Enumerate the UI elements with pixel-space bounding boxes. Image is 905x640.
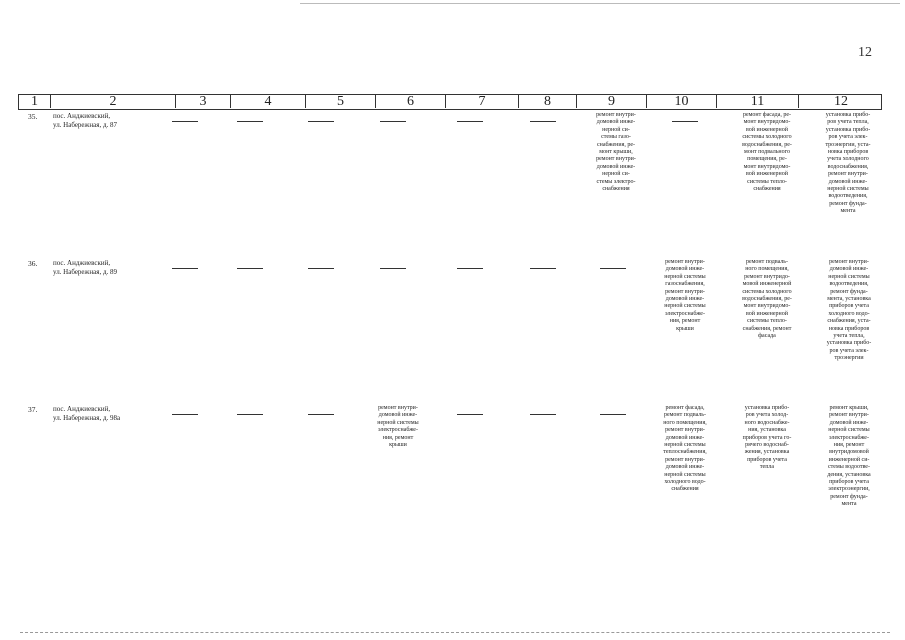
- table-header-row: [18, 94, 882, 110]
- header-col-6: 6: [376, 95, 446, 108]
- dash-col-7: [457, 268, 483, 269]
- dash-col-5: [308, 268, 334, 269]
- header-col-11: 11: [717, 95, 799, 108]
- header-col-1: 1: [19, 95, 51, 108]
- cell-col-10: ремонт фасада, ремонт подваль- ного помещения, ремонт внутри- домовой инже- нерной системы теплоснабжения, ремонт внутри- домовой инже- нерной системы холодного водо- снабжения: [663, 405, 707, 493]
- row-number: 37.: [28, 405, 38, 414]
- header-col-10: 10: [647, 95, 717, 108]
- cell-col-11: ремонт фасада, ре- монт внутридомо- вой инженерной системы холодного водоснабжения, ре- монт подвального помещения, ре- монт внутридомо- вой инженерной системы тепло- снабжения: [742, 112, 792, 193]
- dash-col-8: [530, 121, 556, 122]
- row-number: 35.: [28, 112, 38, 121]
- dash-col-3: [172, 268, 198, 269]
- dash-col-5: [308, 121, 334, 122]
- page-number: 12: [858, 45, 872, 60]
- header-col-2: 2: [51, 95, 176, 108]
- cell-col-12: ремонт крыши, ремонт внутри- домовой инже- нерной системы электроснабже- ния, ремонт внутридомовой инженерной си- стемы водоотве- дения, установка приборов учета электроэнергии, ремонт фунда- мента: [827, 405, 871, 508]
- cell-col-6: ремонт внутри- домовой инже- нерной системы электроснабже- ния, ремонт крыши: [377, 405, 419, 449]
- dash-col-5: [308, 414, 334, 415]
- dash-col-9: [600, 414, 626, 415]
- cell-col-12: ремонт внутри- домовой инже- нерной системы водоотведения, ремонт фунда- мента, установка приборов учета холодного водо- снабжения, уста- новка приборов учета тепла, установка прибо- ров учета элек- троэнергии: [826, 259, 872, 362]
- dash-col-7: [457, 121, 483, 122]
- dash-col-4: [237, 414, 263, 415]
- dash-col-4: [237, 268, 263, 269]
- header-col-12: 12: [834, 94, 848, 109]
- scan-line-top: [300, 3, 900, 4]
- dash-col-7: [457, 414, 483, 415]
- dash-col-6: [380, 268, 406, 269]
- cell-col-9: ремонт внутри- домовой инже- нерной си- стемы газо- снабжения, ре- монт крыши, ремонт внутри- домовой инже- нерной си- стемы электро- снабжения: [596, 112, 636, 193]
- row-number: 36.: [28, 259, 38, 268]
- header-col-7: 7: [446, 95, 519, 108]
- row-address: пос. Анджиевский, ул. Набережная, д. 87: [53, 112, 118, 129]
- cell-col-11: установка прибо- ров учета холод- ного водоснабже- ния, установка приборов учета го- рячего водоснаб- жения, установка приборов учета тепла: [742, 405, 792, 471]
- dash-col-3: [172, 121, 198, 122]
- header-col-8: 8: [519, 95, 577, 108]
- row-address: пос. Анджиевский, ул. Набережная, д. 98а: [53, 405, 121, 422]
- row-address: пос. Анджиевский, ул. Набережная, д. 89: [53, 259, 118, 276]
- scan-line-bottom: [20, 632, 890, 633]
- header-col-4: 4: [231, 95, 306, 108]
- dash-col-6: [380, 121, 406, 122]
- dash-col-8: [530, 414, 556, 415]
- dash-col-4: [237, 121, 263, 122]
- header-col-5: 5: [306, 95, 376, 108]
- dash-col-9: [600, 268, 626, 269]
- header-col-9: 9: [577, 95, 647, 108]
- header-col-3: 3: [176, 95, 231, 108]
- dash-col-3: [172, 414, 198, 415]
- cell-col-12: установка прибо- ров учета тепла, установка прибо- ров учета элек- троэнергии, уста- новка приборов учета холодного водоснабжения, ремонт внутри- домовой инже- нерной системы водоотведения, ремонт фунда- мента: [825, 112, 871, 215]
- dash-col-10: [672, 121, 698, 122]
- cell-col-11: ремонт подваль- ного помещения, ремонт внутридо- мовой инженерной системы холодного водоснабжения, ре- монт внутридомо- вой инженерной системы тепло- снабжения, ремонт фасада: [742, 259, 792, 340]
- dash-col-8: [530, 268, 556, 269]
- cell-col-10: ремонт внутри- домовой инже- нерной системы газоснабжения, ремонт внутри- домовой инже- нерной системы электроснабже- ния, ремонт крыши: [664, 259, 706, 332]
